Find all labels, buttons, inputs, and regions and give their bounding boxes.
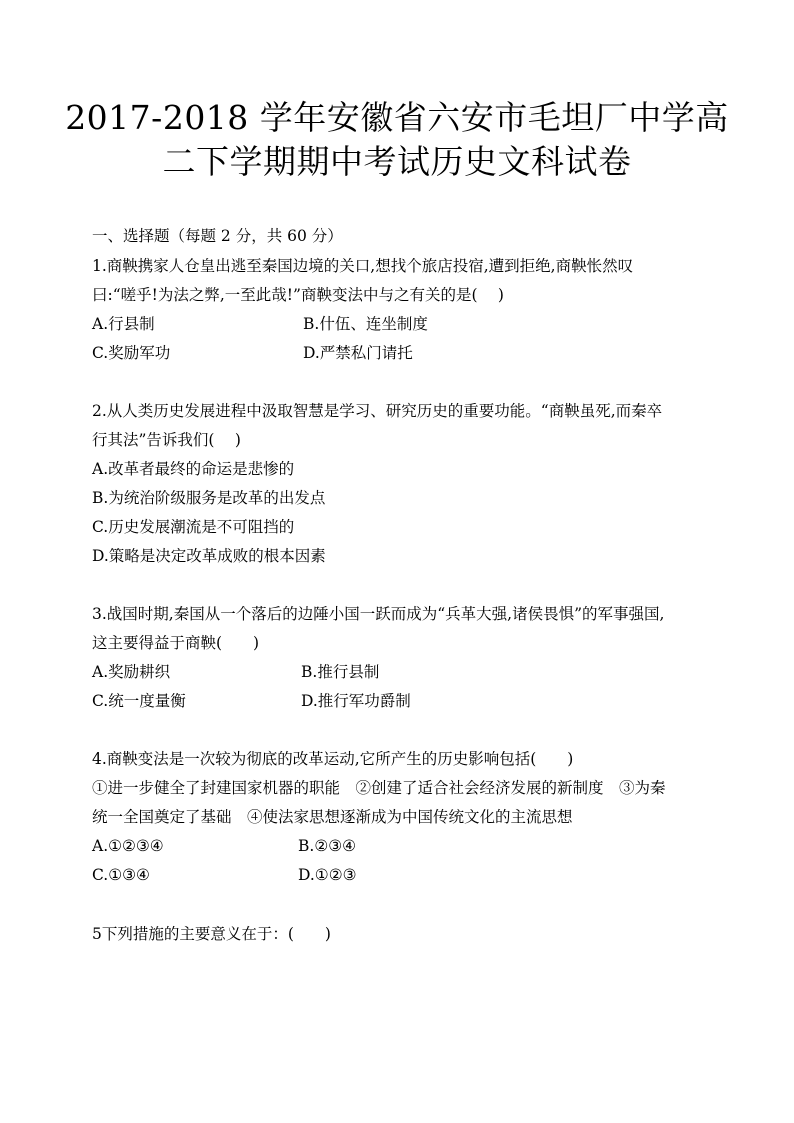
question-1-stem-line2: 曰:“嗟乎!为法之弊,一至此哉!”商鞅变法中与之有关的是( ) <box>92 286 504 304</box>
question-4-option-d: D.①②③ <box>298 866 357 884</box>
question-4-option-a: A.①②③④ <box>92 837 164 855</box>
exam-title-line1: 2017-2018 学年安徽省六安市毛坦厂中学高 <box>65 98 729 137</box>
question-2-stem-line2: 行其法”告诉我们( ) <box>92 431 241 449</box>
question-4-option-c: C.①③④ <box>92 866 150 884</box>
question-5-stem-line1: 5下列措施的主要意义在于：( ) <box>92 925 331 943</box>
question-2-option-c: C.历史发展潮流是不可阻挡的 <box>92 518 295 536</box>
question-1-option-b: B.什伍、连坐制度 <box>303 315 428 333</box>
question-3-stem-line2: 这主要得益于商鞅( ) <box>92 634 260 652</box>
question-3-option-c: C.统一度量衡 <box>92 692 186 710</box>
section-heading: 一、选择题（每题 2 分，共 60 分） <box>92 227 343 245</box>
question-1-option-c: C.奖励军功 <box>92 344 171 362</box>
question-2-option-a: A.改革者最终的命运是悲惨的 <box>92 460 295 478</box>
question-3-option-d: D.推行军功爵制 <box>301 692 411 710</box>
question-1-option-d: D.严禁私门请托 <box>303 344 413 362</box>
question-3-option-b: B.推行县制 <box>301 663 380 681</box>
question-2-stem-line1: 2.从人类历史发展进程中汲取智慧是学习、研究历史的重要功能。“商鞅虽死,而秦卒 <box>92 402 663 420</box>
question-1-stem-line1: 1.商鞅携家人仓皇出逃至秦国边境的关口,想找个旅店投宿,遭到拒绝,商鞅怅然叹 <box>92 257 634 275</box>
question-2-option-b: B.为统治阶级服务是改革的出发点 <box>92 489 326 507</box>
question-4-stem-line2: ①进一步健全了封建国家机器的职能 ②创建了适合社会经济发展的新制度 ③为秦 <box>92 779 666 797</box>
question-3-option-a: A.奖励耕织 <box>92 663 171 681</box>
question-2-option-d: D.策略是决定改革成败的根本因素 <box>92 547 326 565</box>
exam-title-line2: 二下学期期中考试历史文科试卷 <box>162 142 632 181</box>
question-4-stem-line1: 4.商鞅变法是一次较为彻底的改革运动,它所产生的历史影响包括( ) <box>92 750 574 768</box>
question-4-option-b: B.②③④ <box>298 837 357 855</box>
question-1-option-a: A.行县制 <box>92 315 155 333</box>
question-3-stem-line1: 3.战国时期,秦国从一个落后的边陲小国一跃而成为“兵革大强,诸侯畏惧”的军事强国, <box>92 605 665 623</box>
question-4-stem-line3: 统一全国奠定了基础 ④使法家思想逐渐成为中国传统文化的主流思想 <box>92 808 573 826</box>
